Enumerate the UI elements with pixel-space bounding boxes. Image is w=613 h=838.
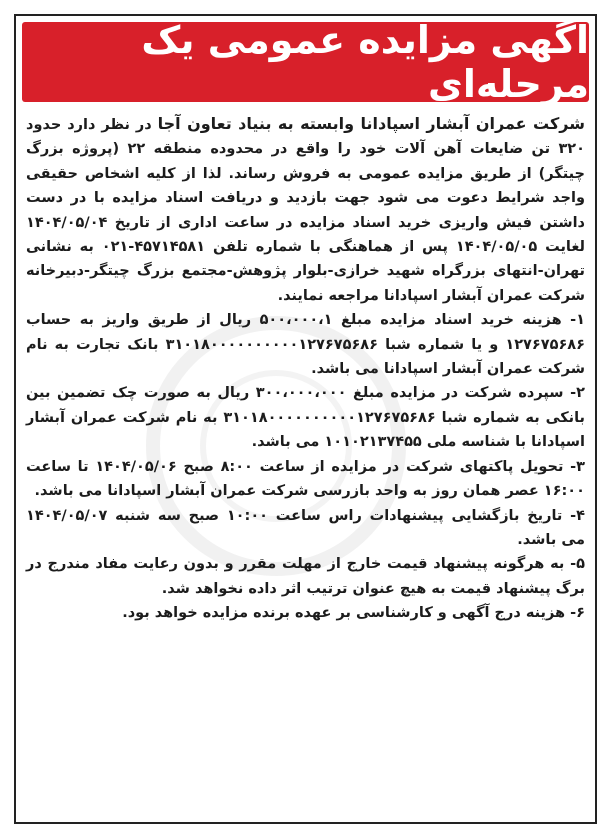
clause-1: ۱- هزینه خرید اسناد مزایده مبلغ ۵۰۰،۰۰۰،۱ ریال از طریق واریز به حساب ۱۲۷۶۷۵۶۸۶ و یا شماره شبا ۳۱۰۱۸۰۰۰۰۰۰۰۰۰۰۱۲۷۶۷۵۶۸۶ بانک تجارت به نام شرکت عمران آبشار اسپادانا می باشد. <box>26 312 586 378</box>
company-name: شرکت عمران آبشار اسپادانا وابسته به بنیاد تعاون آجا <box>157 114 585 133</box>
clause-2: ۲- سپرده شرکت در مزایده مبلغ ۳۰۰،۰۰۰،۰۰۰ ریال به صورت چک تضمین بین بانکی به شماره شبا ۳۱۰۱۸۰۰۰۰۰۰۰۰۰۰۱۲۷۶۷۵۶۸۶ به نام شرکت عمران آبشار اسپادانا با شناسه ملی ۱۰۱۰۲۱۳۷۴۵۵ می باشد. <box>26 385 586 451</box>
clause-4: ۴- تاریخ بازگشایی پیشنهادات راس ساعت ۱۰:۰۰ صبح سه شنبه ۱۴۰۴/۰۵/۰۷ می باشد. <box>26 507 585 548</box>
clause-3: ۳- تحویل پاکتهای شرکت در مزایده از ساعت ۸:۰۰ صبح ۱۴۰۴/۰۵/۰۶ تا ساعت ۱۶:۰۰ عصر همان روز به واحد بازرسی شرکت عمران آبشار اسپادانا می باشد. <box>26 458 586 500</box>
clause-6: ۶- هزینه درج آگهی و کارشناسی بر عهده برنده مزایده خواهد بود. <box>122 605 585 622</box>
clause-5: ۵- به هرگونه پیشنهاد قیمت خارج از مهلت مقرر و بدون رعایت مفاد مندرج در برگ پیشنهاد قیمت به هیچ عنوان ترتیب اثر داده نخواهد شد. <box>26 556 585 597</box>
intro-paragraph <box>26 112 585 308</box>
title-banner <box>22 18 589 106</box>
notice-body <box>26 112 585 816</box>
notice-title: آگهی مزایده عمومی یک مرحله‌ای <box>141 18 589 106</box>
notice-frame <box>14 14 597 824</box>
intro-text: در نظر دارد حدود ۳۲۰ تن ضایعات آهن آلات خود را واقع در محدوده منطقه ۲۲ (پروژه بزرگ چیتگر) از طریق مزایده عمومی به فروش رساند. لذا از کلیه اشخاص حقیقی واجد شرایط دعوت می شود جهت بازدید و دریافت اسناد مزایده با در دست داشتن فیش واریزی خرید اسناد مزایده در ساعت اداری از تاریخ ۱۴۰۴/۰۵/۰۴ لغایت ۱۴۰۴/۰۵/۰۵ پس از هماهنگی با شماره تلفن ۴۵۷۱۴۵۸۱-۰۲۱ به نشانی تهران-انتهای بزرگراه شهید خرازی-بلوار پژوهش-مجتمع بزرگ چیتگر-دبیرخانه شرکت عمران آبشار اسپادانا مراجعه نمایند. <box>26 117 585 304</box>
